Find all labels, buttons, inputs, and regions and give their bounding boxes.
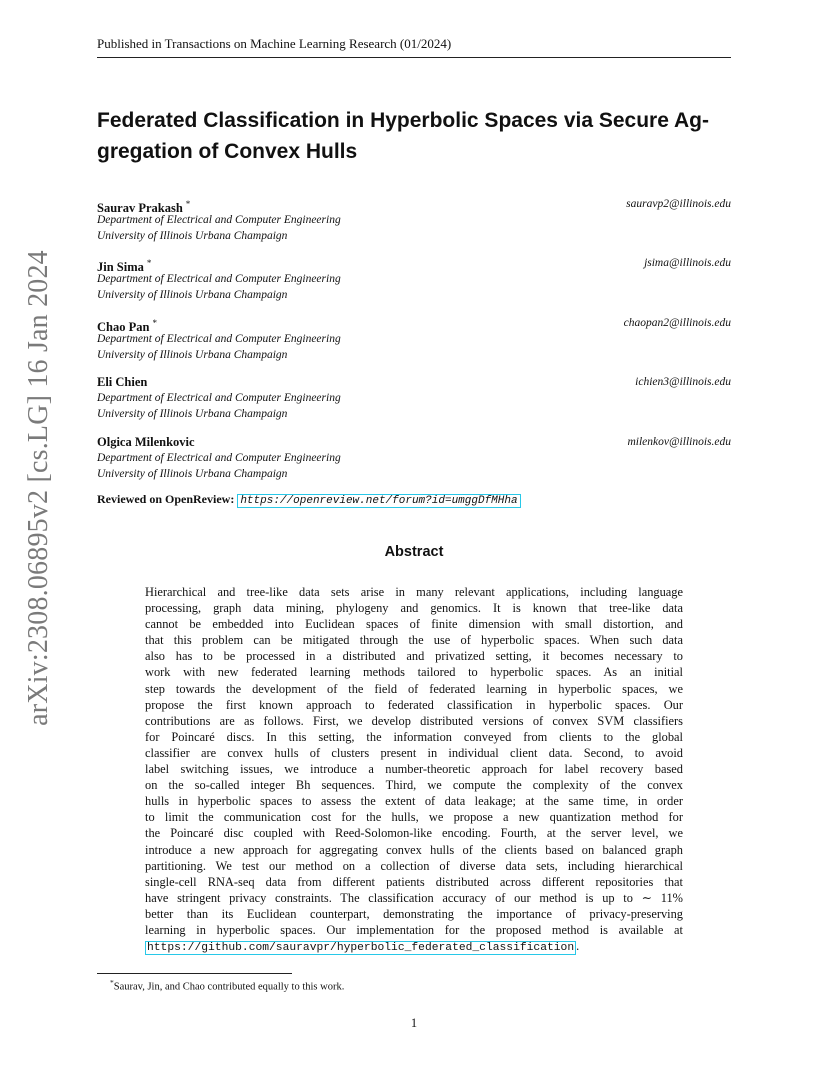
openreview-line: [97, 492, 521, 507]
author-email[interactable]: sauravp2@illinois.edu: [626, 198, 731, 210]
abstract-line: partitioning. We test our method on a collection of diverse data sets, including hierarchical: [145, 858, 683, 873]
abstract-line: step towards the development of the field of federated learning in hyperbolic spaces, we: [145, 681, 683, 696]
author-email[interactable]: chaopan2@illinois.edu: [623, 317, 731, 329]
author-department: Department of Electrical and Computer Engineering: [97, 333, 341, 345]
equal-contribution-mark: *: [185, 199, 191, 209]
openreview-link[interactable]: https://openreview.net/forum?id=umggDfMHha: [237, 494, 520, 508]
author-block: [97, 255, 731, 303]
abstract-line: better than its Euclidean counterpart, demonstrating the importance of privacy-preserving: [145, 906, 683, 921]
github-link[interactable]: https://github.com/sauravpr/hyperbolic_federated_classification: [147, 942, 575, 955]
paper-title: [97, 105, 737, 167]
abstract-line: propose the first known approach to federated classification in hyperbolic spaces. Our: [145, 697, 683, 712]
author-name: Eli Chien: [97, 375, 148, 389]
arxiv-sidebar: [22, 250, 56, 726]
author-university: University of Illinois Urbana Champaign: [97, 289, 288, 301]
abstract-line: the Poincaré disc coupled with Reed-Solomon-like encoding. Fourth, at the server level, we: [145, 826, 683, 841]
abstract-heading: Abstract: [384, 544, 444, 560]
abstract-line: single-cell RNA-seq data from different patients distributed across different repositories that: [145, 874, 683, 889]
author-name: Olgica Milenkovic: [97, 435, 195, 449]
arxiv-identifier: arXiv:2308.06895v2 [cs.LG] 16 Jan 2024: [23, 250, 54, 726]
author-department: Department of Electrical and Computer Engineering: [97, 392, 341, 404]
abstract-line: to limit the communication cost for the hulls, we propose a new quantization method for: [145, 810, 683, 825]
journal-header: Published in Transactions on Machine Learning Research (01/2024): [97, 36, 731, 58]
author-department: Department of Electrical and Computer Engineering: [97, 273, 341, 285]
footnote-rule: [97, 973, 292, 974]
abstract-line: have stringent privacy constraints. The classification accuracy of our method is up to ∼ 11%: [145, 890, 683, 905]
author-email[interactable]: jsima@illinois.edu: [644, 257, 731, 269]
abstract-line: also has to be processed in a distributed and privatized setting, it becomes necessary to: [145, 649, 683, 664]
title-line: Federated Classification in Hyperbolic Spaces via Secure Ag-: [97, 109, 709, 132]
abstract-line: on the so-called integer Bh sequences. Third, we compute the complexity of the convex: [145, 778, 683, 793]
equal-contribution-mark: *: [152, 318, 157, 328]
abstract-line: that this problem can be mitigated through the use of hyperbolic spaces. When such data: [145, 633, 683, 648]
abstract-body: [145, 584, 683, 956]
author-department: Department of Electrical and Computer Engineering: [97, 452, 341, 464]
abstract-line: label switching issues, we introduce a number-theoretic approach for label recovery based: [145, 762, 683, 777]
author-block: [97, 434, 731, 482]
author-university: University of Illinois Urbana Champaign: [97, 230, 288, 242]
openreview-label: Reviewed on OpenReview:: [97, 492, 235, 506]
abstract-line: for Poincaré discs. In this setting, the information conveyed from clients to the global: [145, 729, 683, 744]
title-line: gregation of Convex Hulls: [97, 140, 358, 163]
footnote-mark: *: [110, 978, 114, 987]
author-name: Chao Pan: [97, 320, 150, 334]
author-email[interactable]: milenkov@illinois.edu: [627, 436, 731, 448]
author-email[interactable]: ichien3@illinois.edu: [635, 376, 731, 388]
abstract-period: .: [576, 939, 580, 954]
abstract-last-line: [145, 938, 683, 956]
author-university: University of Illinois Urbana Champaign: [97, 349, 288, 361]
abstract-line: introduce a new approach for aggregating convex hulls of the clients based on balanced graph: [145, 842, 683, 857]
abstract-line: hulls in hyperbolic spaces to assess the extent of data leakage; at the same time, in order: [145, 794, 683, 809]
author-name: Jin Sima: [97, 260, 144, 274]
footnote-text: Saurav, Jin, and Chao contributed equally to this work.: [113, 981, 345, 993]
abstract-line: cannot be embedded into Euclidean spaces of finite dimension with small distortion, and: [145, 617, 683, 632]
abstract-line: Hierarchical and tree-like data sets arise in many relevant applications, including language: [145, 585, 683, 599]
abstract-line: classifier are convex hulls of clusters present in individual client data. Second, to avoid: [145, 745, 683, 760]
author-university: University of Illinois Urbana Champaign: [97, 468, 288, 480]
footnote: [110, 978, 344, 993]
abstract-line: work with new federated learning methods tailored to hyperbolic spaces. As an initial: [145, 665, 683, 680]
abstract-line: processing, graph data mining, phylogeny and genomics. It is known that tree-like data: [145, 601, 683, 616]
author-block: [97, 374, 731, 422]
author-name: Saurav Prakash: [97, 201, 183, 215]
equal-contribution-mark: *: [146, 258, 152, 268]
author-department: Department of Electrical and Computer Engineering: [97, 214, 341, 226]
author-block: [97, 315, 731, 363]
author-university: University of Illinois Urbana Champaign: [97, 408, 288, 420]
abstract-line: learning in hyperbolic spaces. Our implementation for the proposed method is available at: [145, 922, 683, 937]
abstract-line: contributions are as follows. First, we develop distributed versions of convex SVM classifiers: [145, 713, 683, 728]
page-number: 1: [410, 1016, 418, 1030]
author-block: [97, 196, 731, 244]
